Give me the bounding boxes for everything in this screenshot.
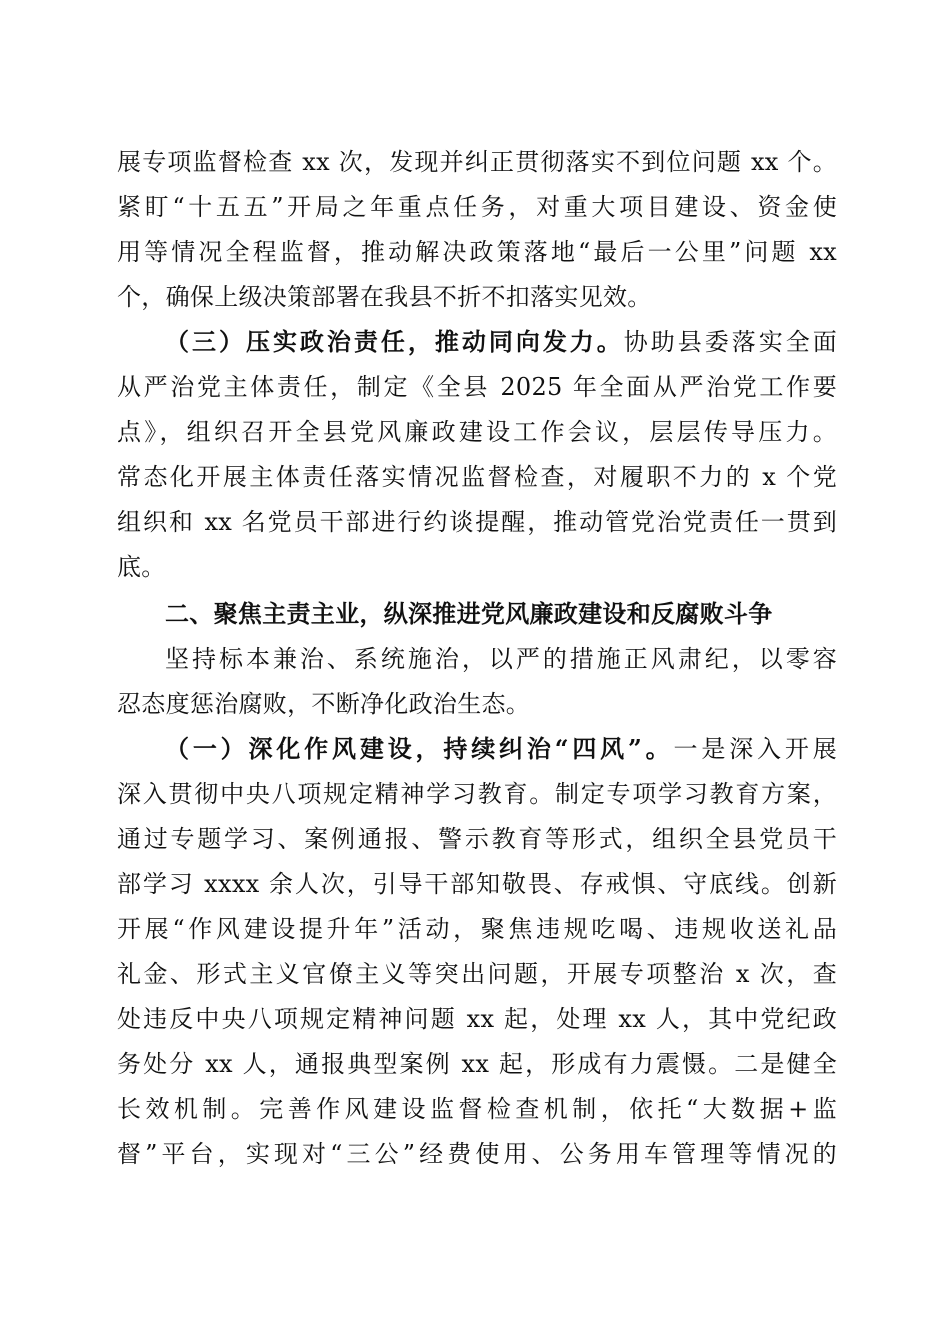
text-line: 开展“作风建设提升年”活动，聚焦违规吃喝、违规收送礼品 bbox=[117, 915, 837, 943]
text-line: 展专项监督检查 xx 次，发现并纠正贯彻落实不到位问题 xx 个。 bbox=[117, 148, 837, 176]
section-heading: 二、聚焦主责主业，纵深推进党风廉政建设和反腐败斗争 bbox=[165, 600, 773, 628]
text-line: 部学习 xxxx 余人次，引导干部知敬畏、存戒惧、守底线。创新 bbox=[117, 870, 837, 898]
text-line: 底。 bbox=[117, 553, 166, 581]
text-line: 坚持标本兼治、系统施治，以严的措施正风肃纪，以零容 bbox=[165, 645, 837, 673]
text-line: 常态化开展主体责任落实情况监督检查，对履职不力的 x 个党 bbox=[117, 463, 837, 491]
text-line: 务处分 xx 人，通报典型案例 xx 起，形成有力震慑。二是健全 bbox=[117, 1050, 837, 1078]
paragraph-first-line bbox=[165, 319, 837, 365]
text-line: 紧盯“十五五”开局之年重点任务，对重大项目建设、资金使 bbox=[117, 193, 837, 221]
text-line: 点》，组织召开全县党风廉政建设工作会议，层层传导压力。 bbox=[117, 418, 837, 446]
text-line: 个，确保上级决策部署在我县不折不扣落实见效。 bbox=[117, 283, 652, 311]
text-line: 长效机制。完善作风建设监督检查机制，依托“大数据+监 bbox=[117, 1095, 837, 1123]
text-line: 忍态度惩治腐败，不断净化政治生态。 bbox=[117, 690, 531, 718]
text-span: 一是深入开展 bbox=[673, 735, 837, 763]
paragraph-first-line bbox=[165, 726, 837, 772]
text-line: 督”平台，实现对“三公”经费使用、公务用车管理等情况的 bbox=[117, 1140, 837, 1168]
text-line: 组织和 xx 名党员干部进行约谈提醒，推动管党治党责任一贯到 bbox=[117, 508, 837, 536]
paragraph-lead: （一）深化作风建设，持续纠治“四风”。 bbox=[165, 734, 674, 763]
text-line: 用等情况全程监督，推动解决政策落地“最后一公里”问题 xx bbox=[117, 238, 837, 266]
text-span: 协助县委落实全面 bbox=[623, 328, 837, 356]
text-line: 从严治党主体责任，制定《全县 2025 年全面从严治党工作要 bbox=[117, 373, 837, 401]
text-line: 通过专题学习、案例通报、警示教育等形式，组织全县党员干 bbox=[117, 825, 837, 853]
paragraph-lead: （三）压实政治责任，推动同向发力。 bbox=[165, 327, 624, 356]
text-line: 处违反中央八项规定精神问题 xx 起，处理 xx 人，其中党纪政 bbox=[117, 1005, 837, 1033]
text-line: 礼金、形式主义官僚主义等突出问题，开展专项整治 x 次，查 bbox=[117, 960, 837, 988]
text-line: 深入贯彻中央八项规定精神学习教育。制定专项学习教育方案， bbox=[117, 780, 837, 808]
